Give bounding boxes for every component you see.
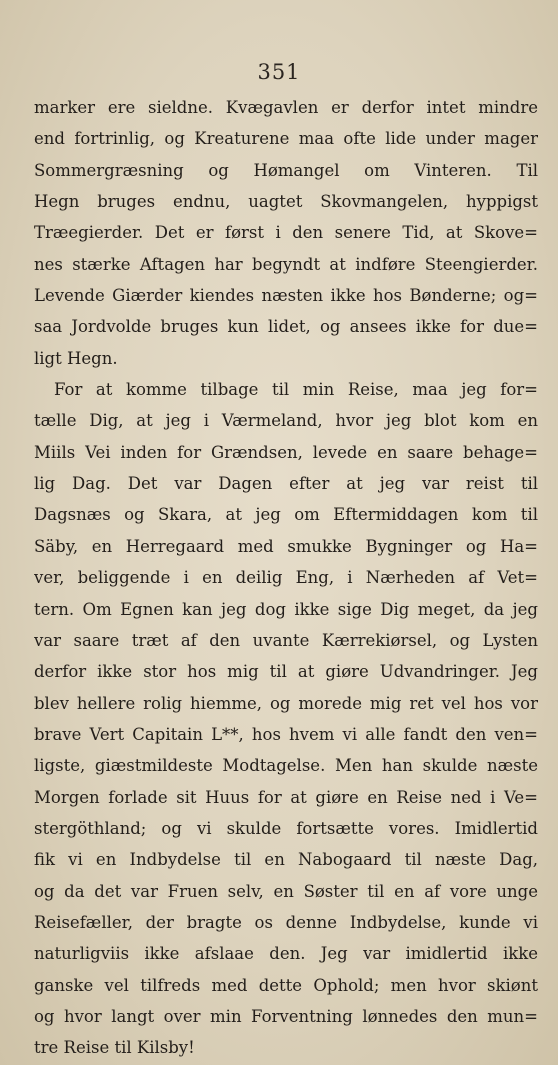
text-line: Dagsnæs og Skara, at jeg om Eftermiddagen kom til: [34, 505, 538, 525]
text-line: Morgen forlade sit Huus for at giøre en Reise ned i Ve=: [34, 787, 538, 807]
text-line: fik vi en Indbydelse til en Nabogaard til næste Dag,: [34, 850, 538, 870]
text-line: tern. Om Egnen kan jeg dog ikke sige Dig meget, da jeg: [34, 599, 538, 619]
text-line: derfor ikke stor hos mig til at giøre Udvandringer. Jeg: [34, 662, 538, 682]
text-line: end fortrinlig, og Kreaturene maa ofte lide under mager: [34, 129, 538, 149]
text-line: blev hellere rolig hiemme, og morede mig ret vel hos vor: [34, 693, 538, 713]
text-line: ver, beliggende i en deilig Eng, i Nærheden af Vet=: [34, 568, 538, 588]
text-line: Miils Vei inden for Grændsen, levede en saare behage=: [34, 442, 538, 462]
page-number: 351: [257, 60, 301, 84]
text-line: lig Dag. Det var Dagen efter at jeg var reist til: [34, 474, 538, 494]
text-line: ligste, giæstmildeste Modtagelse. Men han skulde næste: [34, 756, 538, 776]
text-line: Hegn bruges endnu, uagtet Skovmangelen, hyppigst: [34, 192, 538, 212]
text-line: naturligviis ikke afslaae den. Jeg var imidlertid ikke: [34, 944, 538, 964]
text-line: stergöthland; og vi skulde fortsætte vores. Imidlertid: [34, 818, 538, 838]
text-line: Levende Giærder kiendes næsten ikke hos Bønderne; og=: [34, 286, 538, 306]
body-text: [34, 92, 538, 1064]
text-line: Reisefæller, der bragte os denne Indbydelse, kunde vi: [34, 912, 538, 932]
text-line: Sommergræsning og Hømangel om Vinteren. Til: [34, 160, 538, 180]
text-line: ligt Hegn.: [34, 348, 118, 368]
text-line: Træegierder. Det er først i den senere Tid, at Skove=: [34, 223, 538, 243]
text-line: ganske vel tilfreds med dette Ophold; men hvor skiønt: [34, 975, 538, 995]
text-line: For at komme tilbage til min Reise, maa jeg for=: [54, 380, 538, 400]
text-line: brave Vert Capitain L**, hos hvem vi alle fandt den ven=: [34, 724, 538, 744]
text-line: saa Jordvolde bruges kun lidet, og ansees ikke for due=: [34, 317, 538, 337]
text-line: og da det var Fruen selv, en Søster til en af vore unge: [34, 881, 538, 901]
text-line: marker ere sieldne. Kvægavlen er derfor intet mindre: [34, 98, 538, 117]
text-line: og hvor langt over min Forventning lønnedes den mun=: [34, 1006, 538, 1026]
text-line: var saare træt af den uvante Kærrekiørsel, og Lysten: [34, 630, 538, 650]
text-line: tre Reise til Kilsby!: [34, 1038, 195, 1058]
text-line: tælle Dig, at jeg i Værmeland, hvor jeg blot kom en: [34, 411, 538, 431]
text-line: Säby, en Herregaard med smukke Bygninger og Ha=: [34, 536, 538, 556]
text-line: nes stærke Aftagen har begyndt at indføre Steengierder.: [34, 254, 538, 274]
